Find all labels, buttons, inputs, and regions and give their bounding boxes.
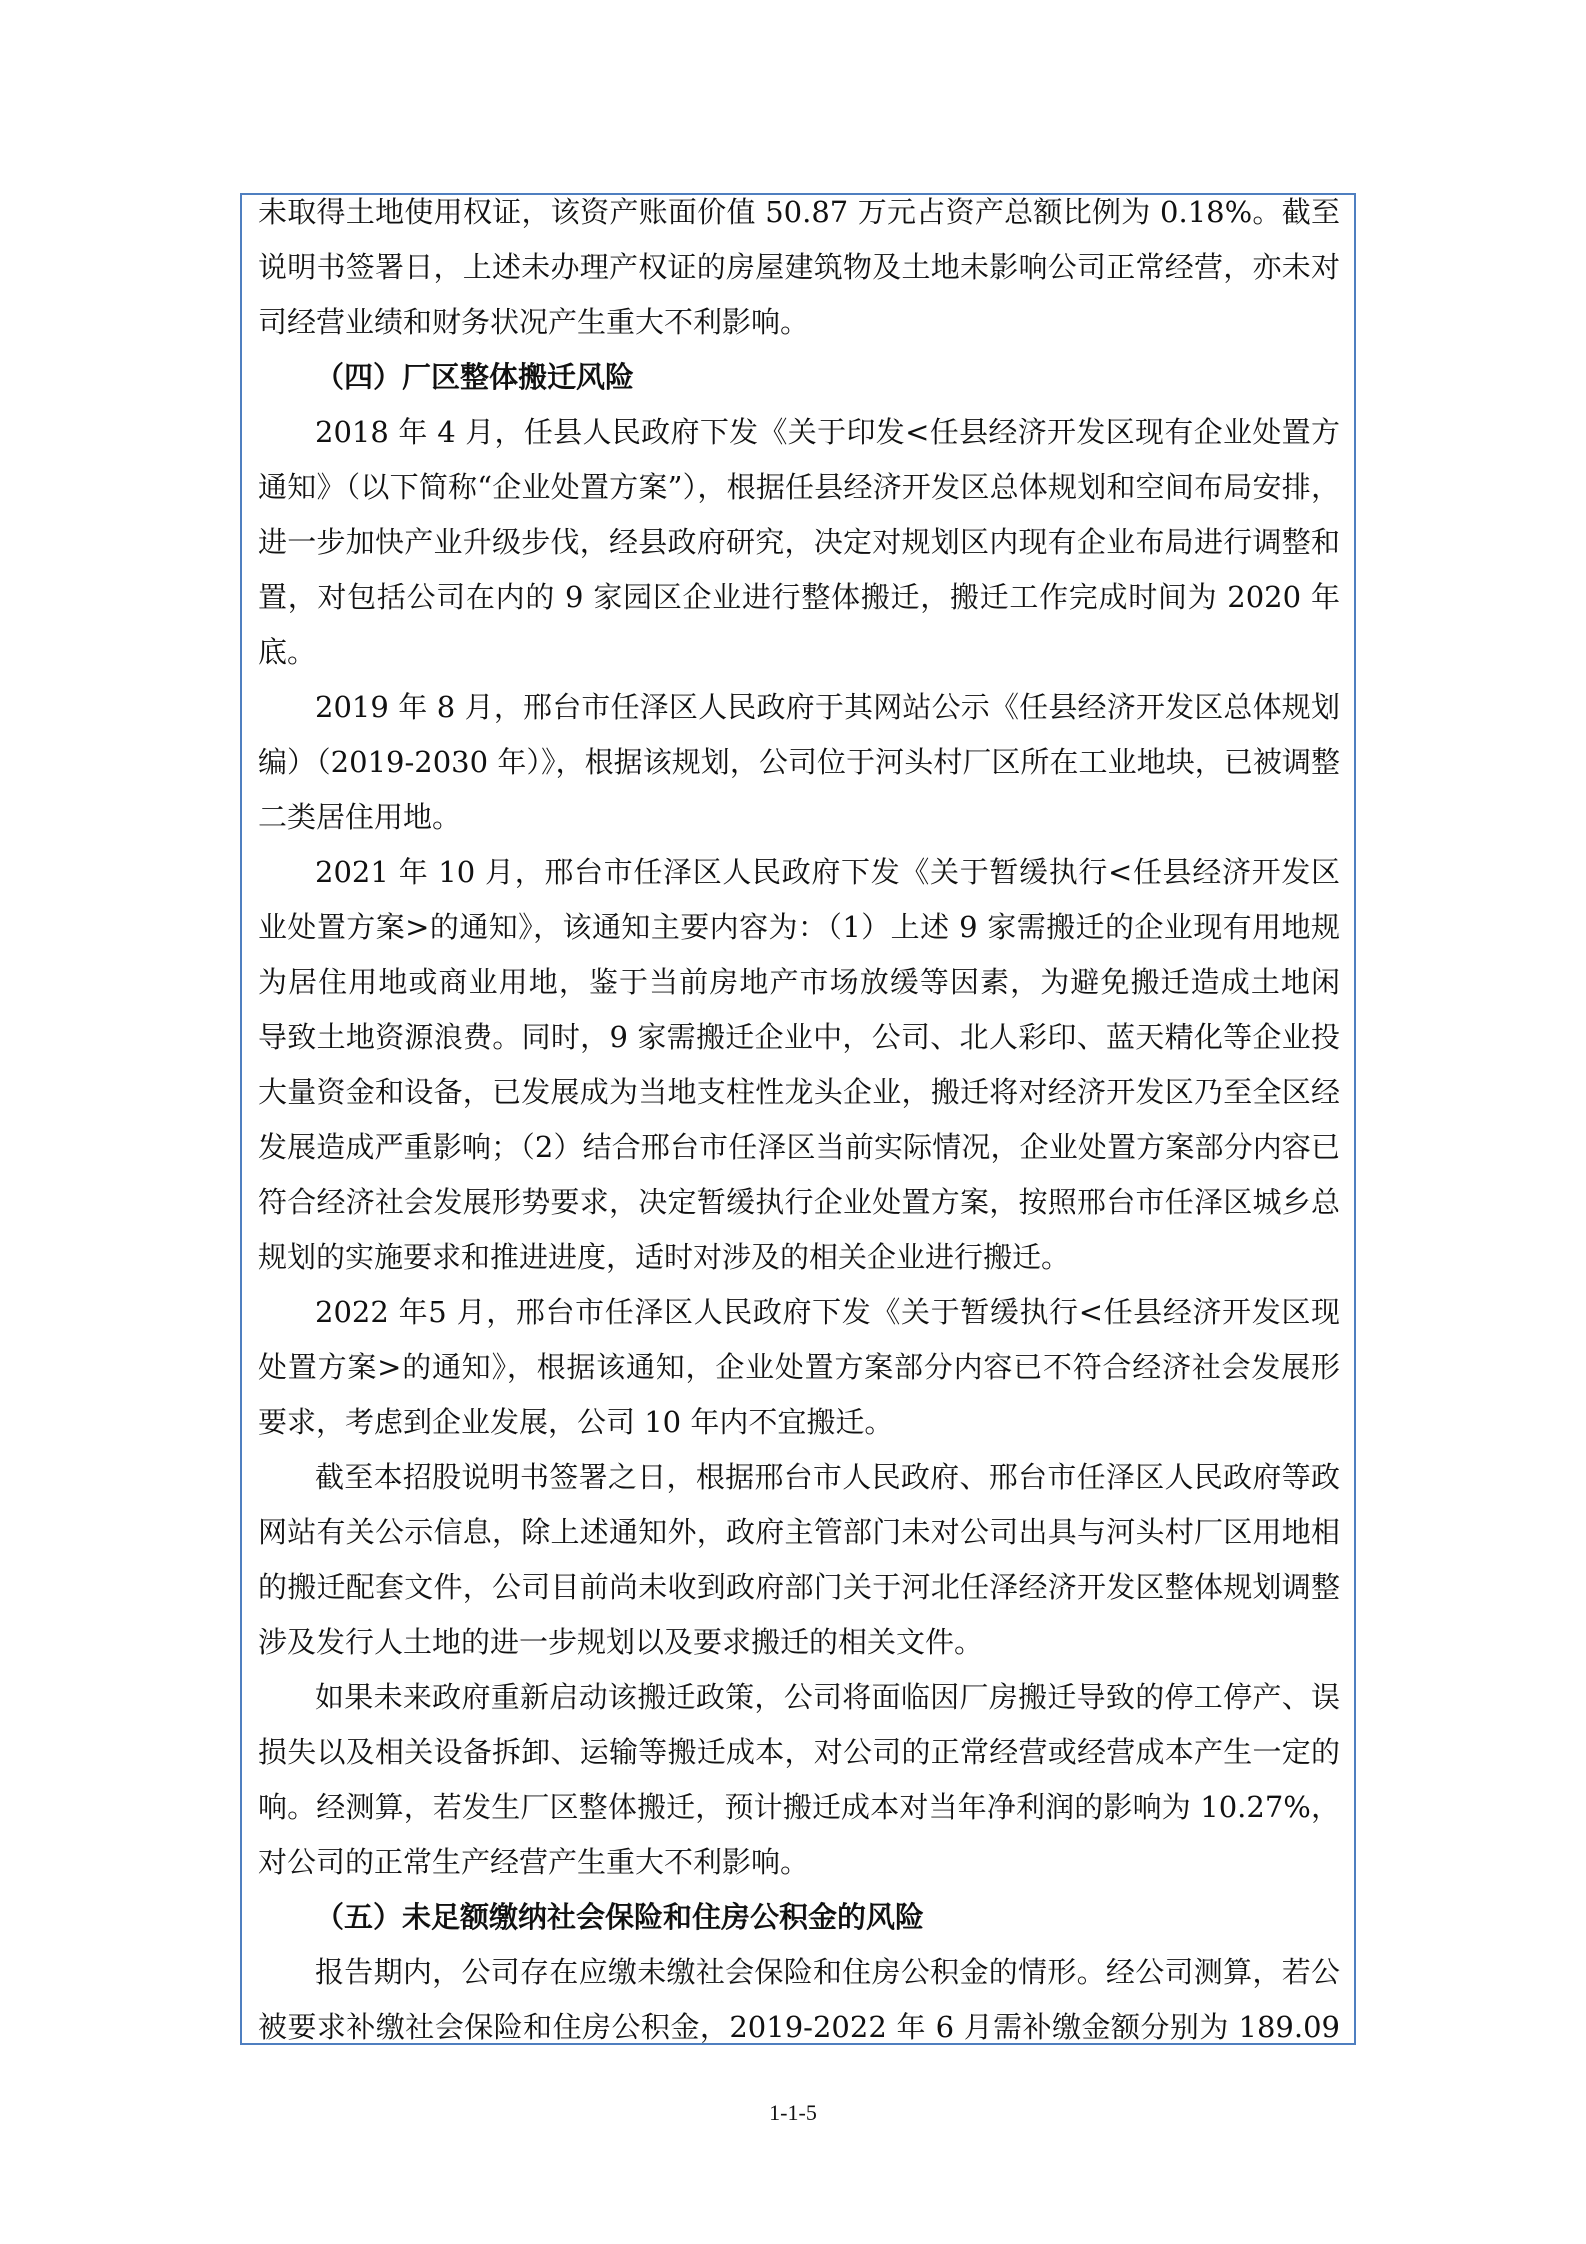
paragraph-line: 损失以及相关设备拆卸、运输等搬迁成本，对公司的正常经营或经营成本产生一定的: [258, 1735, 1340, 1769]
paragraph-line: 处置方案>的通知》，根据该通知，企业处置方案部分内容已不符合经济社会发展形: [258, 1350, 1340, 1384]
paragraph-line: 大量资金和设备，已发展成为当地支柱性龙头企业，搬迁将对经济开发区乃至全区经: [258, 1075, 1340, 1109]
paragraph-line: 置，对包括公司在内的 9 家园区企业进行整体搬迁，搬迁工作完成时间为 2020 年: [258, 580, 1340, 614]
paragraph-line: 2018 年 4 月，任县人民政府下发《关于印发<任县经济开发区现有企业处置方: [315, 415, 1340, 449]
paragraph-line: 进一步加快产业升级步伐，经县政府研究，决定对规划区内现有企业布局进行调整和: [258, 525, 1340, 559]
paragraph-line: 响。经测算，若发生厂区整体搬迁，预计搬迁成本对当年净利润的影响为 10.27%，: [258, 1790, 1340, 1824]
section-heading: （五）未足额缴纳社会保险和住房公积金的风险: [315, 1900, 925, 1934]
paragraph-line: 对公司的正常生产经营产生重大不利影响。: [258, 1845, 810, 1879]
paragraph-line: 涉及发行人土地的进一步规划以及要求搬迁的相关文件。: [258, 1625, 984, 1659]
paragraph-line: 如果未来政府重新启动该搬迁政策，公司将面临因厂房搬迁导致的停工停产、误: [315, 1680, 1340, 1714]
section-heading: （四）厂区整体搬迁风险: [315, 360, 635, 394]
paragraph-line: 报告期内，公司存在应缴未缴社会保险和住房公积金的情形。经公司测算，若公: [315, 1955, 1340, 1989]
paragraph-line: 为居住用地或商业用地，鉴于当前房地产市场放缓等因素，为避免搬迁造成土地闲: [258, 965, 1340, 999]
paragraph-line: 规划的实施要求和推进进度，适时对涉及的相关企业进行搬迁。: [258, 1240, 1071, 1274]
paragraph-line: 2022 年5 月，邢台市任泽区人民政府下发《关于暂缓执行<任县经济开发区现: [315, 1295, 1340, 1329]
paragraph-line: 要求，考虑到企业发展，公司 10 年内不宜搬迁。: [258, 1405, 894, 1439]
page-number: 1-1-5: [769, 2100, 817, 2125]
continued-paragraph-line: 说明书签署日，上述未办理产权证的房屋建筑物及土地未影响公司正常经营，亦未对: [258, 250, 1340, 284]
paragraph-line: 通知》（以下简称“企业处置方案”），根据任县经济开发区总体规划和空间布局安排，: [258, 470, 1340, 504]
paragraph-line: 发展造成严重影响；（2）结合邢台市任泽区当前实际情况，企业处置方案部分内容已: [258, 1130, 1340, 1164]
paragraph-line: 的搬迁配套文件，公司目前尚未收到政府部门关于河北任泽经济开发区整体规划调整: [258, 1570, 1340, 1604]
document-body: [258, 185, 1340, 2055]
continued-paragraph-line: 司经营业绩和财务状况产生重大不利影响。: [258, 305, 810, 339]
continued-paragraph-line: 未取得土地使用权证，该资产账面价值 50.87 万元占资产总额比例为 0.18%。截至: [258, 195, 1340, 229]
paragraph-line: 2021 年 10 月，邢台市任泽区人民政府下发《关于暂缓执行<任县经济开发区: [315, 855, 1340, 889]
paragraph-line: 符合经济社会发展形势要求，决定暂缓执行企业处置方案，按照邢台市任泽区城乡总: [258, 1185, 1340, 1219]
paragraph-line: 被要求补缴社会保险和住房公积金，2019-2022 年 6 月需补缴金额分别为 189.09: [258, 2010, 1340, 2044]
paragraph-line: 网站有关公示信息，除上述通知外，政府主管部门未对公司出具与河头村厂区用地相: [258, 1515, 1340, 1549]
paragraph-line: 导致土地资源浪费。同时，9 家需搬迁企业中，公司、北人彩印、蓝天精化等企业投: [258, 1020, 1340, 1054]
paragraph-line: 2019 年 8 月，邢台市任泽区人民政府于其网站公示《任县经济开发区总体规划: [315, 690, 1340, 724]
paragraph-line: 编）（2019-2030 年）》，根据该规划，公司位于河头村厂区所在工业地块，已被调整: [258, 745, 1340, 779]
paragraph-line: 截至本招股说明书签署之日，根据邢台市人民政府、邢台市任泽区人民政府等政: [315, 1460, 1340, 1494]
paragraph-line: 底。: [258, 635, 317, 669]
paragraph-line: 业处置方案>的通知》，该通知主要内容为：（1）上述 9 家需搬迁的企业现有用地规: [258, 910, 1340, 944]
paragraph-line: 二类居住用地。: [258, 800, 462, 834]
